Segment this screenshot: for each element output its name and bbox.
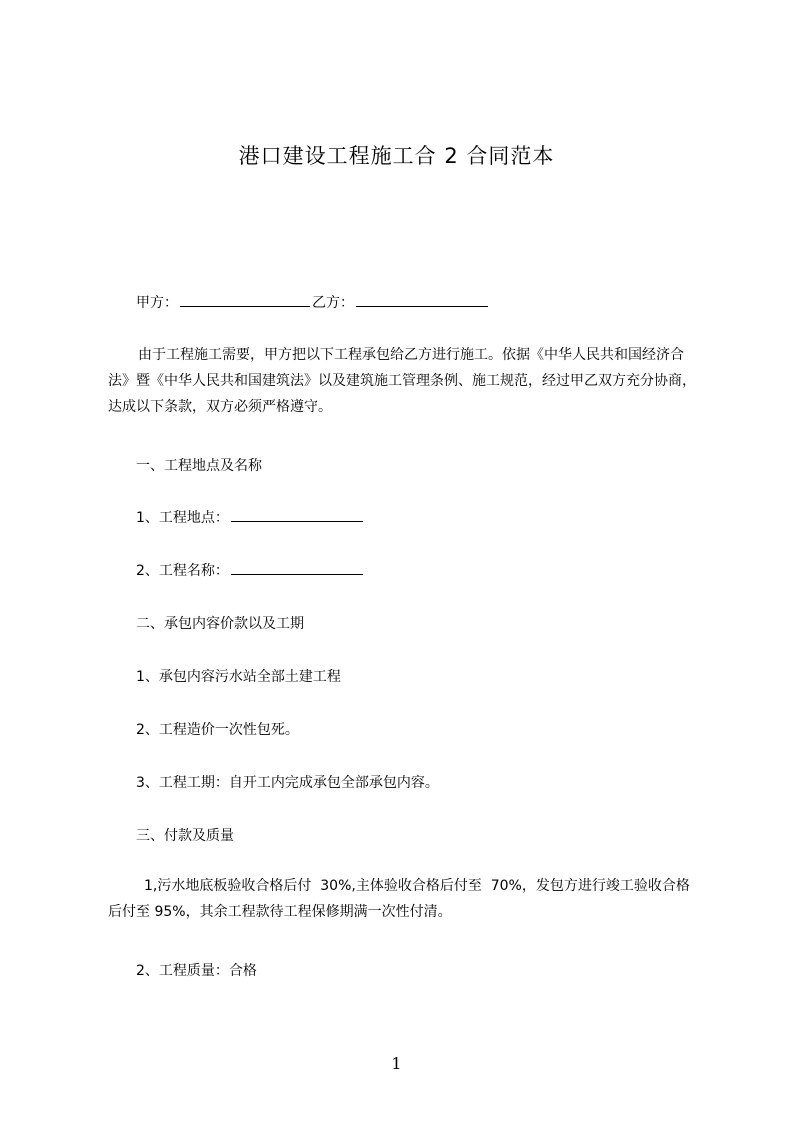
party-b-blank — [356, 293, 488, 307]
location-label: 1、工程地点： — [136, 510, 229, 526]
location-line — [136, 507, 365, 527]
intro-paragraph: 由于工程施工需要，甲方把以下工程承包给乙方进行施工。依据《中华人民共和国经济合法》暨《中华人民共和国建筑法》以及建筑施工管理条例、施工规范，经过甲乙双方充分协商，达成以下条款，双方必须严格遵守。 — [108, 347, 696, 415]
project-name-line — [136, 560, 365, 580]
page-title: 港口建设工程施工合 2 合同范本 — [238, 144, 555, 168]
quality-line: 2、工程质量：合格 — [136, 963, 257, 979]
party-a-label: 甲方： — [136, 295, 178, 311]
scope-line: 1、承包内容污水站全部土建工程 — [136, 669, 341, 685]
page-number: 1 — [391, 1054, 402, 1073]
project-name-label: 2、工程名称： — [136, 563, 229, 579]
section2-heading: 二、承包内容价款以及工期 — [136, 616, 304, 632]
section3-heading: 三、付款及质量 — [136, 828, 234, 844]
party-b-label: 乙方： — [312, 295, 354, 311]
project-name-blank — [231, 561, 363, 575]
price-line: 2、工程造价一次性包死。 — [136, 722, 299, 738]
schedule-line: 3、工程工期：自开工内完成承包全部承包内容。 — [136, 775, 439, 791]
party-a-blank — [180, 293, 310, 307]
parties-line — [136, 292, 490, 312]
section1-heading: 一、工程地点及名称 — [136, 458, 262, 474]
payment-paragraph: 1,污水地底板验收合格后付 30%,主体验收合格后付至 70%，发包方进行竣工验收合格后付至 95%，其余工程款待工程保修期满一次性付清。 — [108, 878, 690, 920]
location-blank — [231, 508, 363, 522]
